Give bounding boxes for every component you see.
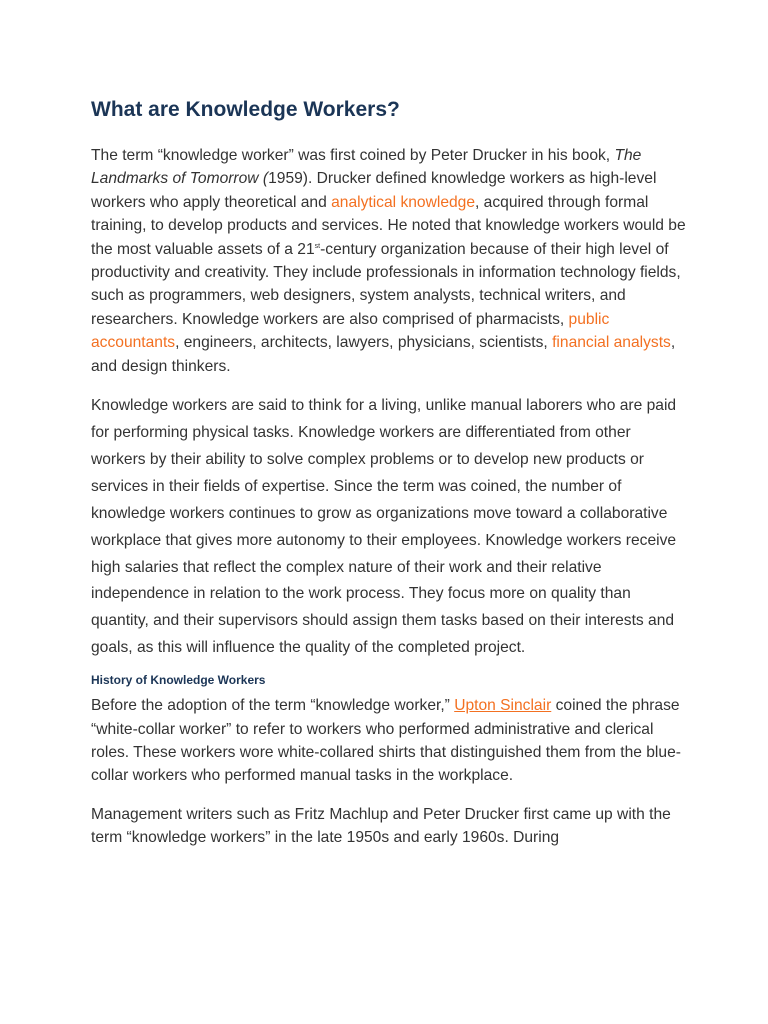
intro-text-4: -century organization because of their high level of productivity and creativity. They include professionals in information technology fields, such as programmers, web designers, system analysts, technical writers, and researchers. Knowledge workers are also comprised of pharmacists,	[91, 240, 681, 328]
intro-text-6: , and design thinkers.	[91, 334, 676, 375]
history-text-1: Before the adoption of the term “knowledge worker,”	[91, 697, 455, 715]
intro-text-3: , acquired through formal training, to develop products and services. He noted that knowledge workers would be the most valuable assets of a 21	[91, 193, 686, 258]
article-title: What are Knowledge Workers?	[91, 98, 400, 121]
ordinal-superscript: st	[314, 242, 321, 250]
history-subheading: History of Knowledge Workers	[91, 673, 266, 688]
article	[91, 96, 686, 850]
intro-text-2: 1959). Drucker defined knowledge workers as high-level workers who apply theoretical and	[91, 170, 657, 211]
intro-text-5: , engineers, architects, lawyers, physicians, scientists,	[175, 334, 553, 352]
description-paragraph: Knowledge workers are said to think for a living, unlike manual laborers who are paid for performing physical tasks. Knowledge workers are differentiated from other workers by their ability to solve complex problems or to develop new products or services in their fields of expertise. Since the term was coined, the number of knowledge workers continues to grow as organizations move toward a collaborative workplace that gives more autonomy to their employees. Knowledge workers receive high salaries that reflect the complex nature of their work and their relative independence in relation to the work process. They focus more on quality than quantity, and their supervisors should assign them tasks based on their interests and goals, as this will influence the quality of the completed project.	[91, 397, 677, 657]
upton-sinclair-link[interactable]: Upton Sinclair	[454, 697, 552, 715]
intro-paragraph	[91, 144, 686, 378]
history-text-2: coined the phrase “white-collar worker” to refer to workers who performed administrative and clerical roles. These workers wore white-collared shirts that distinguished them from the blue-collar workers who performed manual tasks in the workplace.	[91, 697, 681, 785]
public-accountants-link[interactable]: public accountants	[91, 310, 610, 352]
history-paragraph	[91, 694, 686, 788]
book-title: The Landmarks of Tomorrow (	[91, 147, 642, 188]
intro-text-1: The term “knowledge worker” was first coined by Peter Drucker in his book,	[91, 147, 615, 164]
management-writers-paragraph: Management writers such as Fritz Machlup and Peter Drucker first came up with the term “knowledge workers” in the late 1950s and early 1960s. During	[91, 805, 671, 847]
financial-analysts-link[interactable]: financial analysts	[552, 334, 671, 352]
analytical-knowledge-link[interactable]: analytical knowledge	[331, 193, 476, 211]
